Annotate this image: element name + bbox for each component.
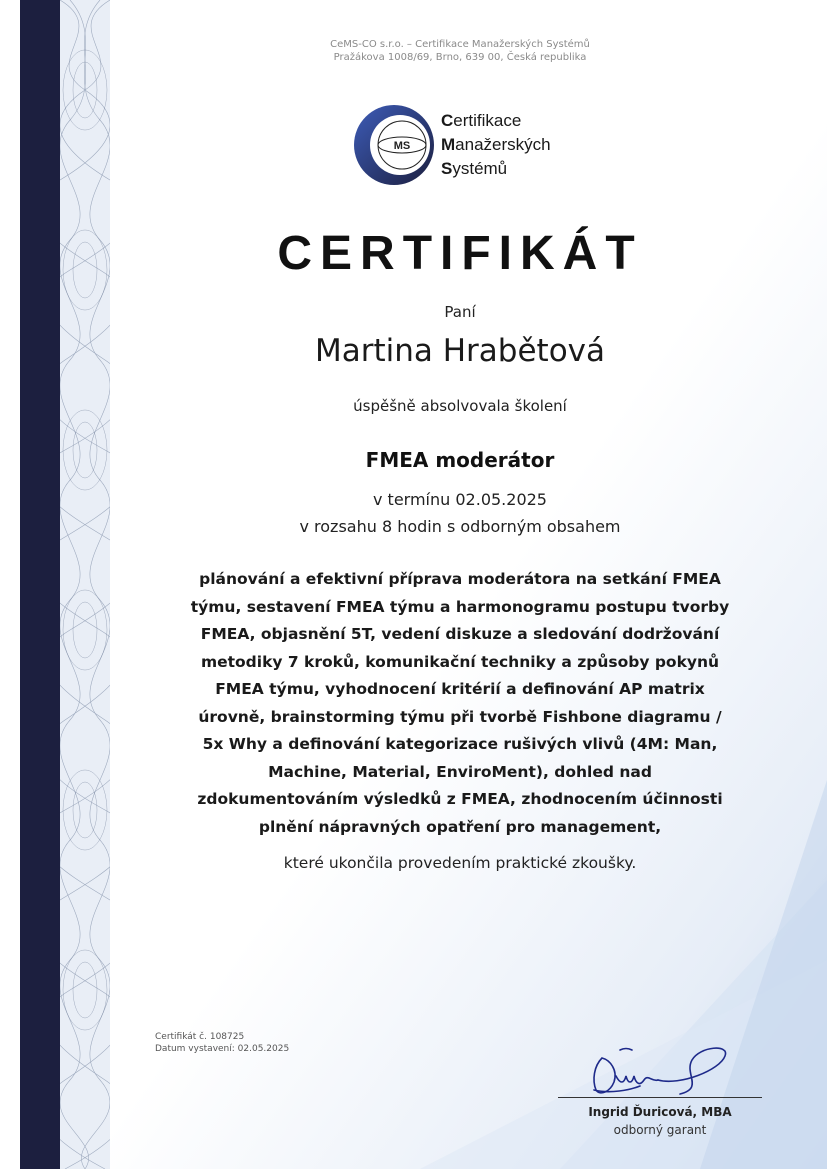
content-line: FMEA týmu, vyhodnocení kritérií a definování AP matrix [215,680,705,698]
signature-line [558,1097,762,1098]
logo-wordmark [441,109,551,181]
closing-statement: které ukončila provedením praktické zkoušky. [283,854,637,872]
content-line: plánování a efektivní příprava moderátora na setkání FMEA [199,570,721,588]
content-line: zdokumentováním výsledků z FMEA, zhodnocením účinnosti [197,790,723,808]
content-line: Machine, Material, EnviroMent), dohled nad [268,762,652,781]
certificate-number: Certifikát č. 108725 [155,1032,245,1042]
content-line: úrovně, brainstorming týmu při tvorbě Fishbone diagramu / [198,707,722,726]
issuer-line-2: Pražákova 1008/69, Brno, 639 00, Česká republika [333,52,587,63]
issue-date: Datum vystavení: 02.05.2025 [155,1044,290,1054]
logo-initial-s: S [441,159,453,178]
logo-initial-c: C [441,111,454,130]
certificate-meta [155,1031,289,1055]
completed-statement: úspěšně absolvovala školení [353,397,567,415]
side-navy-bar [20,0,60,1169]
content-line: metodiky 7 kroků, komunikační techniky a způsoby pokynů [200,652,720,671]
logo-word-3: ystémů [452,159,508,178]
logo-word-1: ertifikace [453,111,522,130]
logo-mark-text: MS [393,140,411,152]
cems-logo-mark [350,102,440,192]
issuer-header [110,38,810,64]
logo-initial-m: M [441,135,456,154]
recipient-name: Martina Hrabětová [314,333,606,369]
course-name: FMEA moderátor [365,448,555,472]
salutation: Paní [444,303,476,321]
course-date: v termínu 02.05.2025 [373,490,547,509]
logo-word-2: anažerských [455,135,551,154]
content-line: FMEA, objasnění 5T, vedení diskuze a sledování dodržování [200,625,720,643]
guilloche-border [60,0,110,1169]
signer-name: Ingrid Ďuricová, MBA [588,1105,732,1119]
issuer-line-1: CeMS-CO s.r.o. – Certifikace Manažerských Systémů [330,39,590,50]
certificate-title: CERTIFIKÁT [277,227,643,280]
signer-role: odborný garant [613,1123,707,1137]
course-scope: v rozsahu 8 hodin s odborným obsahem [299,517,621,536]
content-line: 5x Why a definování kategorizace rušivých vlivů (4M: Man, [202,735,718,753]
content-line: plnění nápravných opatření pro management, [258,817,662,836]
content-line: týmu, sestavení FMEA týmu a harmonogramu postupu tvorby [190,597,730,616]
course-content [140,566,780,841]
signature-image [580,1040,750,1100]
